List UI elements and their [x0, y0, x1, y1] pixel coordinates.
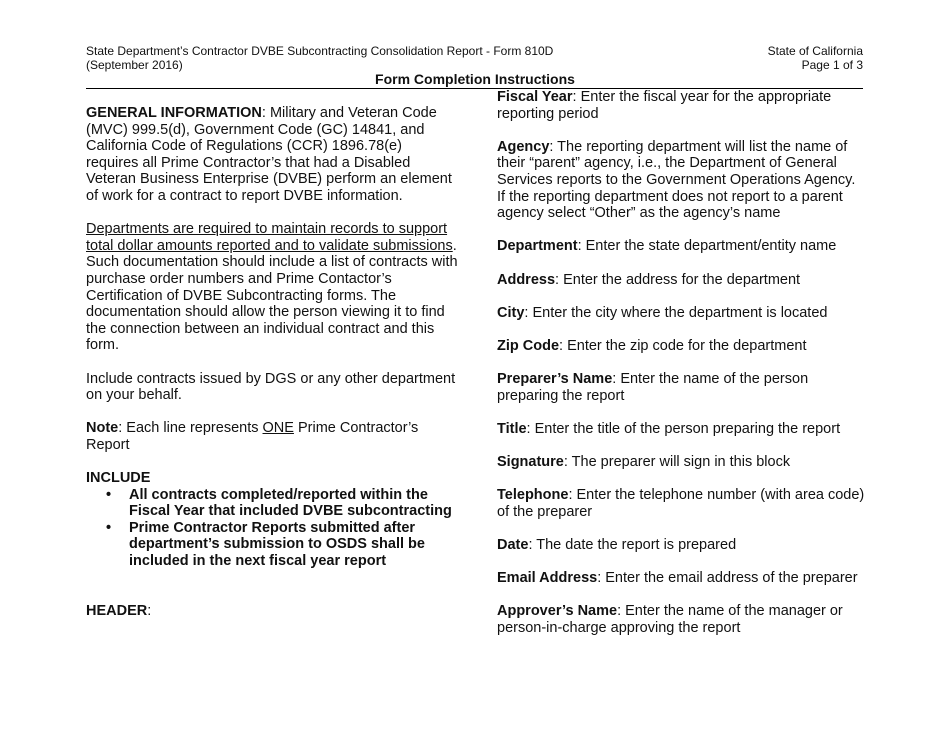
include-contracts-paragraph: Include contracts issued by DGS or any other department on your behalf. [86, 370, 456, 404]
general-information [86, 105, 458, 205]
form-date: (September 2016) [86, 58, 183, 72]
field-label: Email Address [497, 570, 598, 587]
document-header-right [768, 44, 863, 72]
records-underlined-text: Departments are required to maintain records to support total dollar amounts reported and to validate submissions [86, 221, 453, 254]
field-email-address [497, 570, 867, 587]
include-list [86, 487, 458, 570]
field-text: : Enter the state department/entity name [577, 238, 837, 255]
field-text: : Enter the title of the person preparing the report [526, 420, 841, 437]
right-column [497, 89, 867, 653]
field-preparer-name [497, 371, 867, 404]
field-text: : The date the report is prepared [528, 537, 737, 554]
list-item: • Prime Contractor Reports submitted after department’s submission to OSDS shall be included in the next fiscal year report [86, 520, 458, 570]
header-section-label: HEADER [86, 602, 148, 619]
field-zip-code [497, 338, 867, 355]
field-text: : Enter the city where the department is located [524, 304, 828, 321]
field-label: Signature [497, 454, 564, 471]
field-agency [497, 139, 867, 222]
field-signature [497, 454, 867, 471]
field-title [497, 421, 867, 438]
note-paragraph [86, 420, 458, 453]
note-text-post: Prime Contractor’s Report [86, 420, 419, 453]
field-approver-name [497, 603, 867, 636]
field-date [497, 537, 867, 554]
field-address [497, 272, 867, 289]
field-label: Date [497, 537, 529, 554]
document-header-left [86, 44, 553, 72]
field-city [497, 305, 867, 322]
records-text: . Such documentation should include a list of contracts with purchase order numbers and Prime Contactor’s Certification of DVBE Subcontracting forms. The documentation should allow the person viewing it to find the connection between an individual contract and this form. [86, 237, 458, 354]
include-heading: INCLUDE [86, 470, 151, 487]
form-title: State Department’s Contractor DVBE Subcontracting Consolidation Report - Form 810D [86, 44, 554, 58]
field-department [497, 238, 867, 255]
note-label: Note [86, 420, 119, 437]
field-label: City [497, 304, 525, 321]
field-text: : Enter the address for the department [555, 271, 801, 288]
field-label: Preparer’s Name [497, 371, 613, 388]
list-item: • All contracts completed/reported within the Fiscal Year that included DVBE subcontracting [86, 487, 458, 520]
field-text: : The preparer will sign in this block [563, 454, 791, 471]
field-label: Approver’s Name [497, 603, 618, 620]
field-label: Telephone [497, 487, 569, 504]
field-label: Department [497, 238, 578, 255]
header-section-colon: : [147, 602, 152, 619]
field-text: : Enter the name of the manager or person-in-charge approving the report [497, 603, 843, 636]
field-text: : Enter the telephone number (with area code) of the preparer [497, 487, 865, 520]
left-column [86, 105, 458, 619]
page-number: Page 1 of 3 [801, 58, 863, 72]
field-text: : The reporting department will list the name of their “parent” agency, i.e., the Department of General Services reports to the Government Operations Agency. If the reporting department does not report to a parent agency select “Other” as the agency’s name [497, 138, 856, 222]
general-information-text: : Military and Veteran Code (MVC) 999.5(d), Government Code (GC) 14841, and California Code of Regulations (CCR) 1896.78(e) requires all Prime Contractor’s that had a Disabled Veteran Business Enterprise (DVBE) perform an element of work for a contract to report DVBE information. [86, 105, 452, 204]
note-text-pre: : Each line represents [118, 420, 263, 437]
note-one: ONE [262, 420, 294, 437]
general-information-label: GENERAL INFORMATION [86, 105, 262, 121]
field-telephone [497, 487, 867, 520]
field-label: Zip Code [497, 337, 560, 354]
header-section [86, 603, 458, 620]
field-label: Agency [497, 138, 550, 155]
field-text: : Enter the zip code for the department [559, 337, 807, 354]
field-label: Address [497, 271, 556, 288]
records-paragraph [86, 221, 458, 354]
page-title: Form Completion Instructions [375, 71, 575, 87]
field-label: Fiscal Year [497, 89, 573, 105]
field-text: : Enter the name of the person preparing the report [497, 371, 809, 404]
field-text: : Enter the fiscal year for the appropriate reporting period [497, 89, 832, 122]
field-label: Title [497, 420, 527, 437]
field-fiscal-year [497, 89, 867, 122]
state-label: State of California [767, 44, 863, 58]
field-text: : Enter the email address of the preparer [597, 570, 858, 587]
